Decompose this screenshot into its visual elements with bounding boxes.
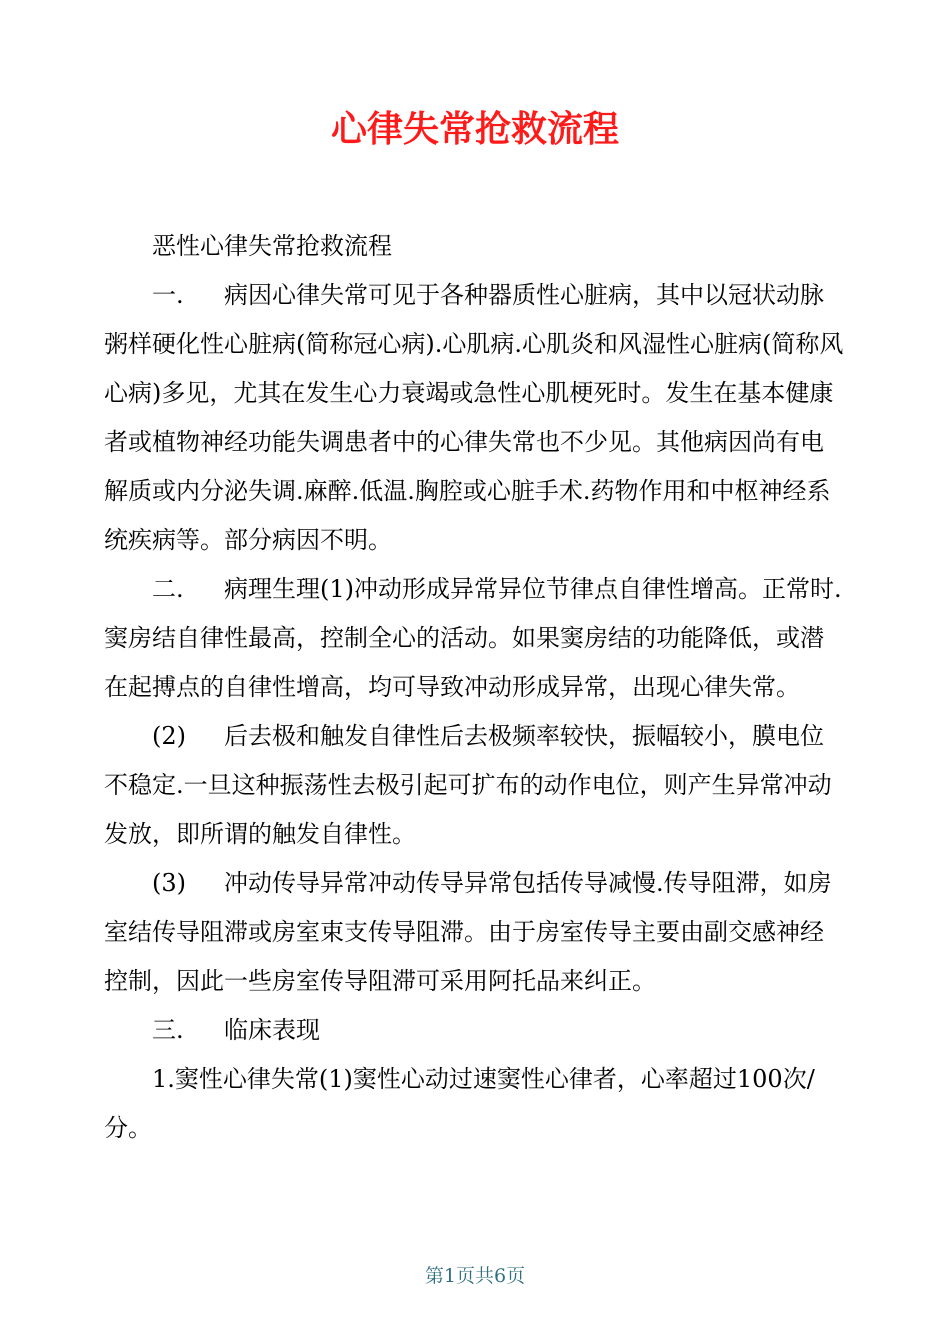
document-body: [104, 222, 844, 1153]
page-footer: 第1页共6页: [424, 1265, 526, 1287]
paragraph-text: 病理生理(1)冲动形成异常异位节律点自律性增高。正常时.窦房结自律性最高，控制全心的活动。如果窦房结的功能降低，或潜在起搏点的自律性增高，均可导致冲动形成异常，出现心律失常。: [104, 575, 842, 701]
paragraph-number: 三.: [152, 1016, 184, 1044]
paragraph-text: 临床表现: [224, 1016, 320, 1044]
paragraph-number: 一.: [152, 281, 184, 309]
paragraph-text: 后去极和触发自律性后去极频率较快，振幅较小，膜电位不稳定.一旦这种振荡性去极引起可扩布的动作电位，则产生异常冲动发放，即所谓的触发自律性。: [104, 722, 832, 848]
paragraph-5: [104, 1006, 844, 1055]
document-title: 心律失常抢救流程: [330, 109, 619, 150]
paragraph-6: 1.窦性心律失常(1)窦性心动过速窦性心律者，心率超过100次/分。: [104, 1065, 815, 1142]
paragraph-text: 病因心律失常可见于各种器质性心脏病，其中以冠状动脉粥样硬化性心脏病(简称冠心病).心肌病.心肌炎和风湿性心脏病(简称风心病)多见，尤其在发生心力衰竭或急性心肌梗死时。发生在基本健康者或植物神经功能失调患者中的心律失常也不少见。其他病因尚有电解质或内分泌失调.麻醉.低温.胸腔或心脏手术.药物作用和中枢神经系统疾病等。部分病因不明。: [104, 281, 844, 554]
paragraph-number: 二.: [152, 575, 184, 603]
paragraph-number: (2): [152, 722, 186, 750]
paragraph-4: [104, 859, 844, 1006]
paragraph-2: [104, 565, 844, 712]
paragraph-text: 冲动传导异常冲动传导异常包括传导减慢.传导阻滞，如房室结传导阻滞或房室束支传导阻滞。由于房室传导主要由副交感神经控制，因此一些房室传导阻滞可采用阿托品来纠正。: [104, 869, 832, 995]
paragraph-3: [104, 712, 844, 859]
paragraph-1: [104, 271, 844, 565]
section-heading: 恶性心律失常抢救流程: [152, 232, 392, 260]
paragraph-number: (3): [152, 869, 186, 897]
